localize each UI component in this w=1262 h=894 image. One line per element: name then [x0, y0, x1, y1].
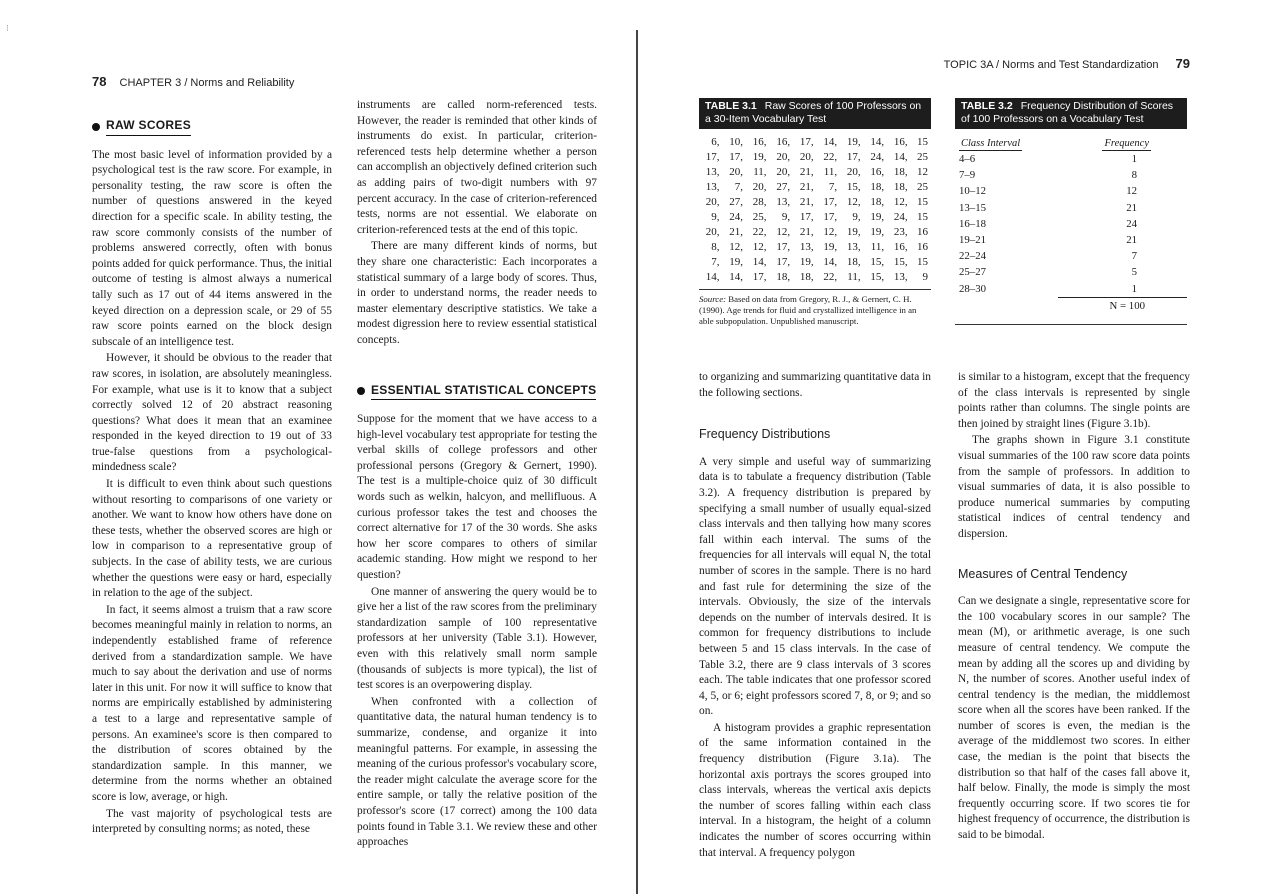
- table-cell: 15,: [846, 181, 861, 193]
- table-cell: 11,: [870, 241, 885, 253]
- table-cell: 19,: [823, 241, 838, 253]
- table-cell: 13,: [846, 241, 861, 253]
- table-cell: 20,: [846, 166, 861, 178]
- table-row: [955, 200, 1187, 216]
- table-cell: 18,: [893, 166, 908, 178]
- table-cell: 19,: [846, 136, 861, 148]
- left-margin-marks: ⁝: [6, 24, 9, 34]
- table-cell: 15: [917, 196, 928, 208]
- paragraph: Suppose for the moment that we have access to a high-level vocabulary test appropriate for testing the verbal skills of college professors and other professional persons (Gregory & Gernert, 1990). The test is a multiple-choice quiz of 30 difficult words such as welkin, halcyon, and mellifluous. A curious professor takes the test and chooses the correct alternative for 17 of the 30 words. She asks how her score compares to others of similar academic standing. How might we respond to her question?: [357, 413, 597, 582]
- table-cell: 24,: [870, 151, 885, 163]
- left-column-1: [92, 118, 332, 838]
- frequency-cell: 7: [1131, 250, 1137, 263]
- table-cell: 17,: [799, 136, 814, 148]
- bullet-icon: [92, 123, 100, 131]
- table-cell: 25,: [752, 211, 767, 223]
- table-cell: 13,: [799, 241, 814, 253]
- left-running-head: [92, 74, 294, 89]
- class-interval-cell: 19–21: [959, 234, 986, 247]
- table-row: [955, 232, 1187, 248]
- frequency-cell: 5: [1131, 266, 1137, 279]
- table-cell: 14,: [752, 256, 767, 268]
- table-cell: 16,: [870, 166, 885, 178]
- paragraph: When confronted with a collection of quantitative data, the natural human tendency is to summarize, condense, and organize it into meaningful patterns. For example, in assessing the meaning of the curious professor's vocabulary score, the reader might calculate the average score for the entire sample, or tally the relative position of the professor's score (17 correct) among the 100 data points found in Table 3.1. We review these and other approaches: [357, 695, 597, 849]
- class-interval-cell: 4–6: [959, 153, 976, 165]
- empty-cell: [955, 297, 1058, 314]
- table-row: [955, 183, 1187, 199]
- right-topic-title: TOPIC 3A / Norms and Test Standardization: [943, 59, 1159, 71]
- table-3-2-title: TABLE 3.2 Frequency Distribution of Scores of 100 Professors on a Vocabulary Test: [955, 98, 1187, 129]
- table-row: [699, 270, 931, 285]
- frequency-distributions-heading: Frequency Distributions: [699, 427, 831, 442]
- table-cell: 9,: [711, 211, 720, 223]
- class-interval-header: Class Interval: [961, 138, 1021, 149]
- class-interval-cell: 16–18: [959, 217, 986, 230]
- table-row: [955, 281, 1187, 298]
- table-cell: 15: [917, 136, 928, 148]
- table-cell: 28,: [752, 196, 767, 208]
- table-rule: [955, 324, 1187, 325]
- table-row: [699, 195, 931, 210]
- table-cell: 12,: [752, 241, 767, 253]
- table-cell: 24,: [893, 211, 908, 223]
- table-cell: 14,: [729, 271, 744, 283]
- table-cell: 20,: [705, 226, 720, 238]
- table-cell: 17,: [776, 256, 791, 268]
- table-cell: 13,: [893, 271, 908, 283]
- table-3-1-title: TABLE 3.1 Raw Scores of 100 Professors on a 30-Item Vocabulary Test: [699, 98, 931, 129]
- bullet-icon: [357, 387, 365, 395]
- class-interval-cell: 25–27: [959, 266, 986, 279]
- right-running-head: [944, 56, 1190, 71]
- raw-scores-grid: [699, 135, 931, 285]
- table-cell: 14,: [823, 256, 838, 268]
- frequency-header: Frequency: [1104, 138, 1149, 149]
- total-row: [955, 297, 1187, 314]
- paragraph: A very simple and useful way of summarizing data is to tabulate a frequency distribution (Table 3.2). A frequency distribution is prepared by specifying a small number of usually equal-sized class intervals and then tallying how many scores fall within each interval. The sums of the frequencies for all intervals will equal N, the total number of scores in the sample. There is no hard and fast rule for determining the size of the intervals. Obviously, the size of the intervals depends on the number of intervals desired. It is common for frequency distributions to include between 5 and 15 class intervals. In the case of Table 3.2, there are 9 class intervals of 3 scores each. The table indicates that one professor scored 4, 5, or 6; eight professors scored 7, 8, or 9; and so on.: [699, 455, 931, 718]
- frequency-cell: 1: [1131, 153, 1137, 165]
- table-cell: 16,: [752, 136, 767, 148]
- class-interval-cell: 28–30: [959, 282, 986, 295]
- paragraph: However, it should be obvious to the reader that raw scores, in isolation, are absolutely meaningless. For example, what use is it to know that a subject correctly solved 12 of 20 abstract reasoning questions? What does it mean that an examinee responded in the keyed direction to 19 out of 33 true-false questions from a psychological-mindedness scale?: [92, 352, 332, 474]
- paragraph: The most basic level of information provided by a psychological test is the raw score. For example, in personality testing, the raw score is often the number of questions answered in the keyed direction for a specific scale. In ability testing, the raw score commonly consists of the number of problems answered correctly, often with bonus points added for quick performance. Thus, the initial outcome of testing is almost always a numerical tally such as 17 out of 44 items answered in the keyed direction on a depression scale, or 29 of 55 raw score points earned on the block design subscale of an intelligence test.: [92, 148, 332, 348]
- table-cell: 19,: [870, 211, 885, 223]
- frequency-table: [955, 137, 1187, 314]
- table-cell: 23,: [893, 226, 908, 238]
- table-row: [699, 165, 931, 180]
- table-cell: 14,: [893, 151, 908, 163]
- class-interval-cell: 13–15: [959, 201, 986, 214]
- table-cell: 24,: [729, 211, 744, 223]
- left-chapter-title: CHAPTER 3 / Norms and Reliability: [119, 77, 295, 89]
- class-interval-cell: 10–12: [959, 185, 986, 198]
- paragraph: A histogram provides a graphic representation of the same information contained in the frequency distribution (Figure 3.1a). The horizontal axis portrays the scores grouped into class intervals, whereas the vertical axis depicts the number of scores falling within each class interval. In a histogram, the height of a column indicates the number of scores occurring within that interval. A frequency polygon: [699, 721, 931, 859]
- left-page-number: 78: [92, 74, 107, 89]
- table-cell: 9: [922, 271, 928, 283]
- table-row: [699, 255, 931, 270]
- table-cell: 21,: [729, 226, 744, 238]
- table-cell: 16,: [776, 136, 791, 148]
- frequency-cell: 8: [1131, 169, 1137, 182]
- table-cell: 22,: [752, 226, 767, 238]
- table-cell: 7,: [828, 181, 838, 193]
- paragraph: to organizing and summarizing quantitative data in the following sections.: [699, 371, 931, 399]
- total-n-cell: N = 100: [1058, 297, 1187, 314]
- table-cell: 16,: [893, 136, 908, 148]
- table-cell: 14,: [823, 136, 838, 148]
- paragraph: instruments are called norm-referenced tests. However, the reader is reminded that other kinds of instruments do exist. In particular, criterion-referenced tests help determine whether a person can accomplish an objectively defined criterion such as adding pairs of two-digit numbers with 97 percent accuracy. In the case of criterion-referenced tests, norms are not essential. We elaborate on criterion-referenced tests at the end of this topic.: [357, 99, 597, 236]
- page-gutter: [636, 30, 638, 894]
- table-cell: 7,: [734, 181, 744, 193]
- table-cell: 19,: [870, 226, 885, 238]
- table-cell: 20,: [776, 166, 791, 178]
- table-cell: 7,: [711, 256, 720, 268]
- table-cell: 19,: [846, 226, 861, 238]
- table-row: [955, 248, 1187, 264]
- right-column-1: [699, 370, 931, 861]
- table-3-2: [955, 98, 1187, 325]
- paragraph: One manner of answering the query would be to give her a list of the raw scores from the preliminary standardization sample of 100 representative professors at her university (Table 3.1). However, even with this relatively small norm sample (thousands of subjects is more typical), the list of test scores is an overpowering display.: [357, 585, 597, 692]
- table-row: [699, 225, 931, 240]
- table-cell: 20,: [705, 196, 720, 208]
- table-source-note: Source: Based on data from Gregory, R. J., & Gernert, C. H. (1990). Age trends for fluid and crystallized intelligence in an able subpopulation. Unpublished manuscript.: [699, 294, 917, 326]
- table-cell: 19,: [799, 256, 814, 268]
- frequency-cell: 21: [1126, 234, 1137, 247]
- table-row: [699, 150, 931, 165]
- table-cell: 15,: [870, 271, 885, 283]
- table-cell: 10,: [729, 136, 744, 148]
- frequency-cell: 12: [1126, 185, 1137, 198]
- table-row: [955, 151, 1187, 167]
- paragraph: The graphs shown in Figure 3.1 constitute visual summaries of the 100 raw score data points from the sample of professors. In addition to visual summaries of data, it is also possible to produce numerical summaries by computing statistical indices of central tendency and dispersion.: [958, 434, 1190, 540]
- paragraph: It is difficult to even think about such questions without resorting to comparisons of one variety or another. We want to know how others have done on these tests, whether the observed scores are high or low in comparison to a representative group of subjects. In the case of ability tests, we are curious whether the questions were easy or hard, especially in relation to the age of the subject.: [92, 478, 332, 600]
- table-cell: 15,: [893, 256, 908, 268]
- table-cell: 21,: [799, 196, 814, 208]
- table-cell: 11,: [753, 166, 767, 178]
- table-cell: 17,: [846, 151, 861, 163]
- table-3-1: [699, 98, 931, 327]
- table-cell: 13,: [705, 166, 720, 178]
- table-cell: 18,: [776, 271, 791, 283]
- table-cell: 15,: [870, 256, 885, 268]
- table-cell: 12,: [846, 196, 861, 208]
- table-row: [955, 264, 1187, 280]
- table-cell: 18,: [870, 196, 885, 208]
- left-column-2: [357, 98, 597, 851]
- table-cell: 16: [917, 226, 928, 238]
- table-cell: 22,: [823, 271, 838, 283]
- table-cell: 17,: [776, 241, 791, 253]
- table-cell: 17,: [729, 151, 744, 163]
- table-row: [699, 180, 931, 195]
- paragraph: There are many different kinds of norms, but they share one characteristic: Each incorporates a statistical summary of a large body of scores. Thus, in order to understand norms, the reader needs to master elementary descriptive statistics. We take a modest digression here to review essential statistical concepts.: [357, 240, 597, 346]
- table-cell: 9,: [852, 211, 861, 223]
- table-cell: 21,: [799, 226, 814, 238]
- table-row: [955, 216, 1187, 232]
- table-cell: 12,: [776, 226, 791, 238]
- table-cell: 11,: [823, 166, 838, 178]
- frequency-cell: 1: [1131, 282, 1137, 295]
- class-interval-cell: 22–24: [959, 250, 986, 263]
- table-cell: 17,: [823, 211, 838, 223]
- table-cell: 15: [917, 256, 928, 268]
- table-cell: 17,: [752, 271, 767, 283]
- table-cell: 9,: [781, 211, 791, 223]
- table-cell: 19,: [729, 256, 744, 268]
- table-cell: 18,: [870, 181, 885, 193]
- table-cell: 27,: [776, 181, 791, 193]
- table-cell: 12,: [823, 226, 838, 238]
- table-cell: 13,: [776, 196, 791, 208]
- table-cell: 21,: [799, 166, 814, 178]
- table-cell: 20,: [729, 166, 744, 178]
- table-cell: 20,: [799, 151, 814, 163]
- right-page-number: 79: [1175, 56, 1190, 71]
- table-row: [955, 167, 1187, 183]
- paragraph: The vast majority of psychological tests are interpreted by consulting norms; as noted, these: [92, 807, 332, 836]
- paragraph: In fact, it seems almost a truism that a raw score becomes meaningful mainly in relation to norms, an independently established frame of reference derived from a standardization sample. We have much to say about the derivation and use of norms later in this unit. For now it will suffice to know that norms are empirically established by administering a test to a large and representative sample of persons. An examinee's score is then compared to the distribution of scores obtained by the standardization sample. In this manner, we determine from the norms whether an obtained score is low, average, or high.: [92, 603, 332, 803]
- table-cell: 14,: [870, 136, 885, 148]
- table-cell: 6,: [711, 136, 720, 148]
- table-cell: 25: [917, 151, 928, 163]
- raw-scores-heading: RAW SCORES: [92, 118, 332, 136]
- table-cell: 12: [917, 166, 928, 178]
- table-cell: 15: [917, 211, 928, 223]
- table-cell: 20,: [776, 151, 791, 163]
- table-rule: [699, 289, 931, 290]
- table-cell: 27,: [729, 196, 744, 208]
- table-cell: 22,: [823, 151, 838, 163]
- class-interval-cell: 7–9: [959, 169, 976, 182]
- table-row: [699, 135, 931, 150]
- table-cell: 19,: [752, 151, 767, 163]
- table-cell: 18,: [893, 181, 908, 193]
- frequency-cell: 24: [1126, 217, 1137, 230]
- table-cell: 12,: [729, 241, 744, 253]
- paragraph: is similar to a histogram, except that the frequency of the class intervals is represented by single points rather than columns. The single points are then joined by straight lines (Figure 3.1b).: [958, 371, 1190, 430]
- table-row: [699, 240, 931, 255]
- table-cell: 11,: [847, 271, 861, 283]
- right-column-2: [958, 370, 1190, 844]
- central-tendency-heading: Measures of Central Tendency: [958, 566, 1128, 581]
- table-cell: 20,: [752, 181, 767, 193]
- table-cell: 8,: [711, 241, 720, 253]
- table-cell: 16: [917, 241, 928, 253]
- statistical-concepts-heading: ESSENTIAL STATISTICAL CONCEPTS: [357, 383, 597, 401]
- paragraph: Can we designate a single, representative score for the 100 vocabulary scores in our sample? The mean (M), or arithmetic average, is one such measure of central tendency. We compute the mean by adding all the scores up and dividing by N, the number of scores. Another useful index of central tendency is the median, the middlemost score when all the scores have been ranked. If the number of scores is even, the median is the average of the middlemost two scores. In either case, the median is the point that bisects the distribution so that half of the cases fall above it, half below. Finally, the mode is simply the most frequently occurring score. If two scores tie for highest frequency of occurrence, the distribution is said to be bimodal.: [958, 595, 1190, 842]
- table-cell: 25: [917, 181, 928, 193]
- table-cell: 14,: [705, 271, 720, 283]
- table-cell: 12,: [893, 196, 908, 208]
- table-cell: 16,: [893, 241, 908, 253]
- table-cell: 13,: [705, 181, 720, 193]
- table-cell: 21,: [799, 181, 814, 193]
- table-cell: 17,: [705, 151, 720, 163]
- table-cell: 18,: [799, 271, 814, 283]
- table-cell: 17,: [799, 211, 814, 223]
- table-cell: 17,: [823, 196, 838, 208]
- table-cell: 18,: [846, 256, 861, 268]
- frequency-cell: 21: [1126, 201, 1137, 214]
- table-row: [699, 210, 931, 225]
